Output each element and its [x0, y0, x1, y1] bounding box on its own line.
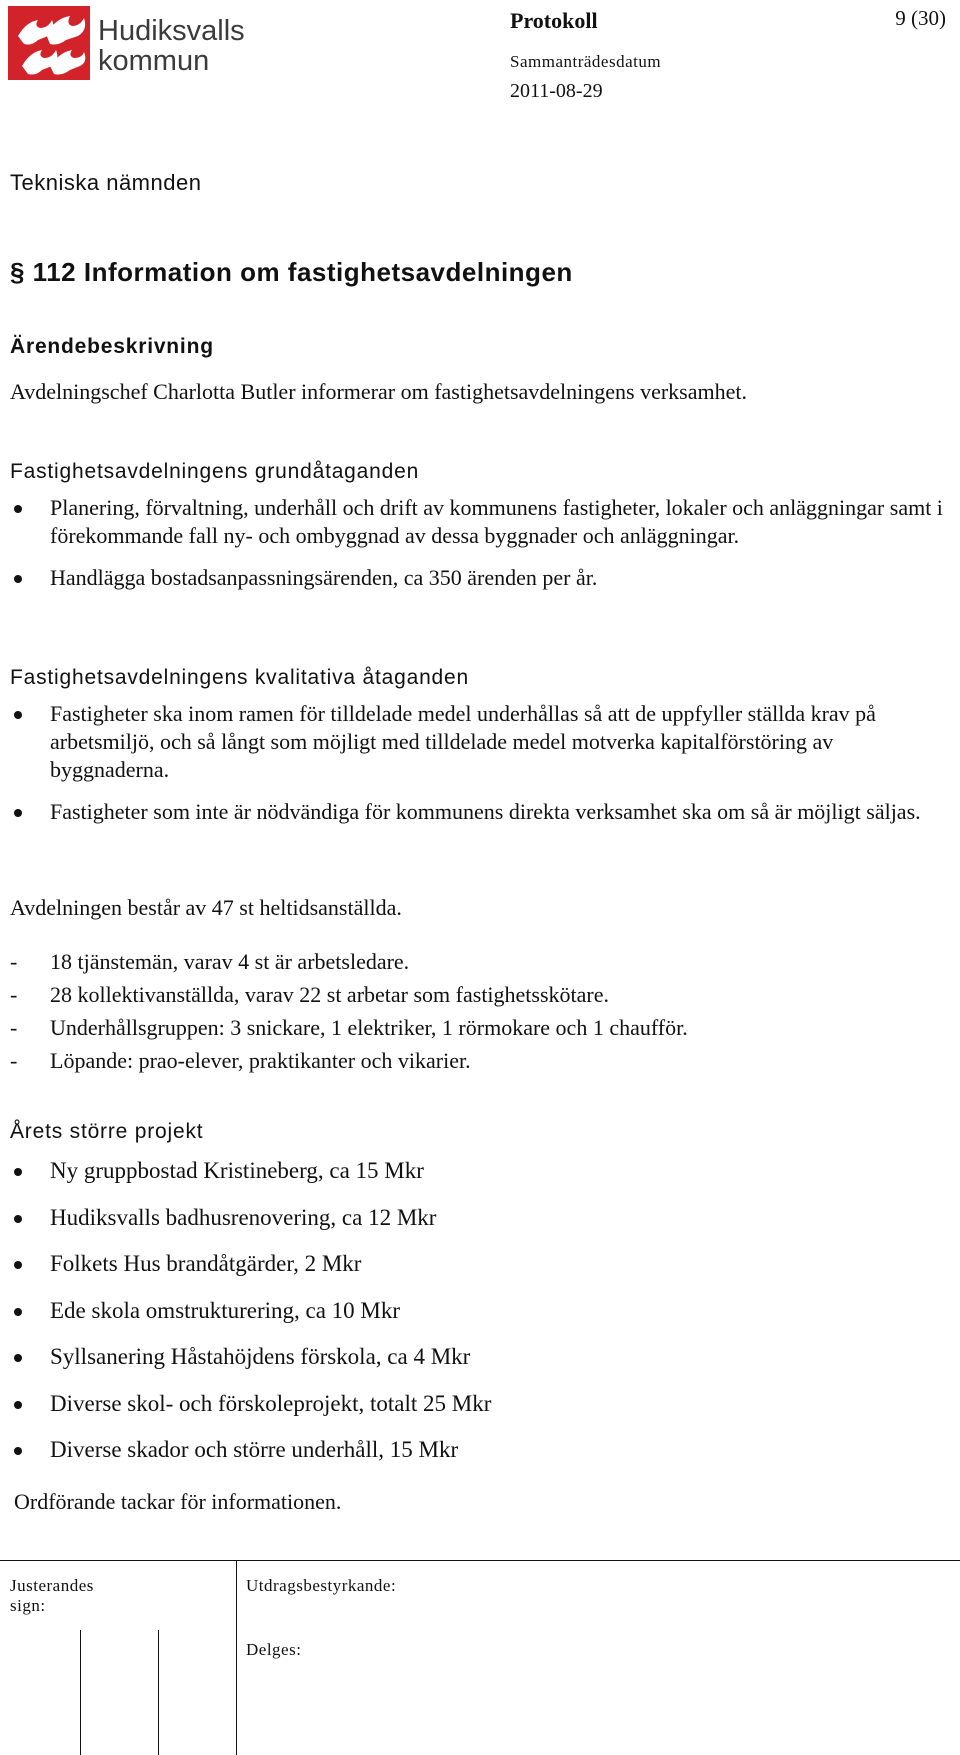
delges-label: Delges:	[246, 1640, 302, 1659]
list-item: Hudiksvalls badhusrenovering, ca 12 Mkr	[10, 1203, 950, 1250]
case-description: Avdelningschef Charlotta Butler informerar om fastighetsavdelningens verksamhet.	[10, 379, 747, 404]
meeting-date-label: Sammanträdesdatum	[510, 52, 662, 71]
logo-line-2: kommun	[98, 45, 210, 77]
document-type: Protokoll	[510, 8, 598, 33]
case-heading: Ärendebeskrivning	[10, 335, 214, 358]
list-item: - 18 tjänstemän, varav 4 st är arbetsledare.	[10, 945, 950, 978]
utdrag-label: Utdragsbestyrkande:	[246, 1576, 397, 1595]
basic-commitments-heading: Fastighetsavdelningens grundåtaganden	[10, 460, 420, 483]
logo-line-1: Hudiksvalls	[98, 15, 245, 47]
list-item: Folkets Hus brandåtgärder, 2 Mkr	[10, 1249, 950, 1296]
list-item: Diverse skol- och förskoleprojekt, totalt 25 Mkr	[10, 1389, 950, 1436]
justerandes-label	[10, 1576, 94, 1616]
page-number: 9 (30)	[895, 6, 946, 30]
closing-remark: Ordförande tackar för informationen.	[14, 1489, 342, 1514]
list-item: Syllsanering Håstahöjdens förskola, ca 4 Mkr	[10, 1342, 950, 1389]
justerandes-line-1: Justerandes	[10, 1576, 94, 1595]
signature-box-divider	[158, 1630, 159, 1755]
list-item: Planering, förvaltning, underhåll och drift av kommunens fastigheter, lokaler och anläggningar samt i förekommande fall ny- och ombyggnad av dessa byggnader och anläggningar.	[10, 494, 950, 550]
footer-divider	[0, 1560, 960, 1561]
signature-box-divider	[80, 1630, 81, 1755]
list-item: Fastigheter som inte är nödvändiga för kommunens direkta verksamhet ska om så är möjligt säljas.	[10, 798, 950, 826]
staff-list	[10, 945, 950, 1077]
list-item: - Löpande: prao-elever, praktikanter och vikarier.	[10, 1044, 950, 1077]
footer-column-divider	[236, 1560, 237, 1755]
section-title: § 112 Information om fastighetsavdelningen	[10, 257, 573, 287]
meeting-date: 2011-08-29	[510, 80, 603, 102]
basic-commitments-list	[10, 494, 950, 592]
hudiksvall-logo	[8, 6, 248, 80]
list-item: Ede skola omstrukturering, ca 10 Mkr	[10, 1296, 950, 1343]
logo-wordmark	[98, 16, 245, 76]
department-name: Tekniska nämnden	[10, 170, 202, 195]
list-item: Fastigheter ska inom ramen för tilldelade medel underhållas så att de uppfyller ställda krav på arbetsmiljö, och så långt som möjligt med tilldelade medel motverka kapitalförstöring av byggnaderna.	[10, 700, 950, 784]
projects-list	[10, 1156, 950, 1482]
goat-emblem-icon	[8, 6, 90, 80]
list-item: - 28 kollektivanställda, varav 22 st arbetar som fastighetsskötare.	[10, 978, 950, 1011]
list-item: Ny gruppbostad Kristineberg, ca 15 Mkr	[10, 1156, 950, 1203]
justerandes-line-2: sign:	[10, 1596, 46, 1615]
projects-heading: Årets större projekt	[10, 1120, 204, 1143]
list-item: Handlägga bostadsanpassningsärenden, ca 350 ärenden per år.	[10, 564, 950, 592]
quality-commitments-heading: Fastighetsavdelningens kvalitativa åtaganden	[10, 666, 469, 689]
staff-intro: Avdelningen består av 47 st heltidsanställda.	[10, 895, 402, 920]
list-item: - Underhållsgruppen: 3 snickare, 1 elektriker, 1 rörmokare och 1 chaufför.	[10, 1011, 950, 1044]
list-item: Diverse skador och större underhåll, 15 Mkr	[10, 1435, 950, 1482]
quality-commitments-list	[10, 700, 950, 826]
